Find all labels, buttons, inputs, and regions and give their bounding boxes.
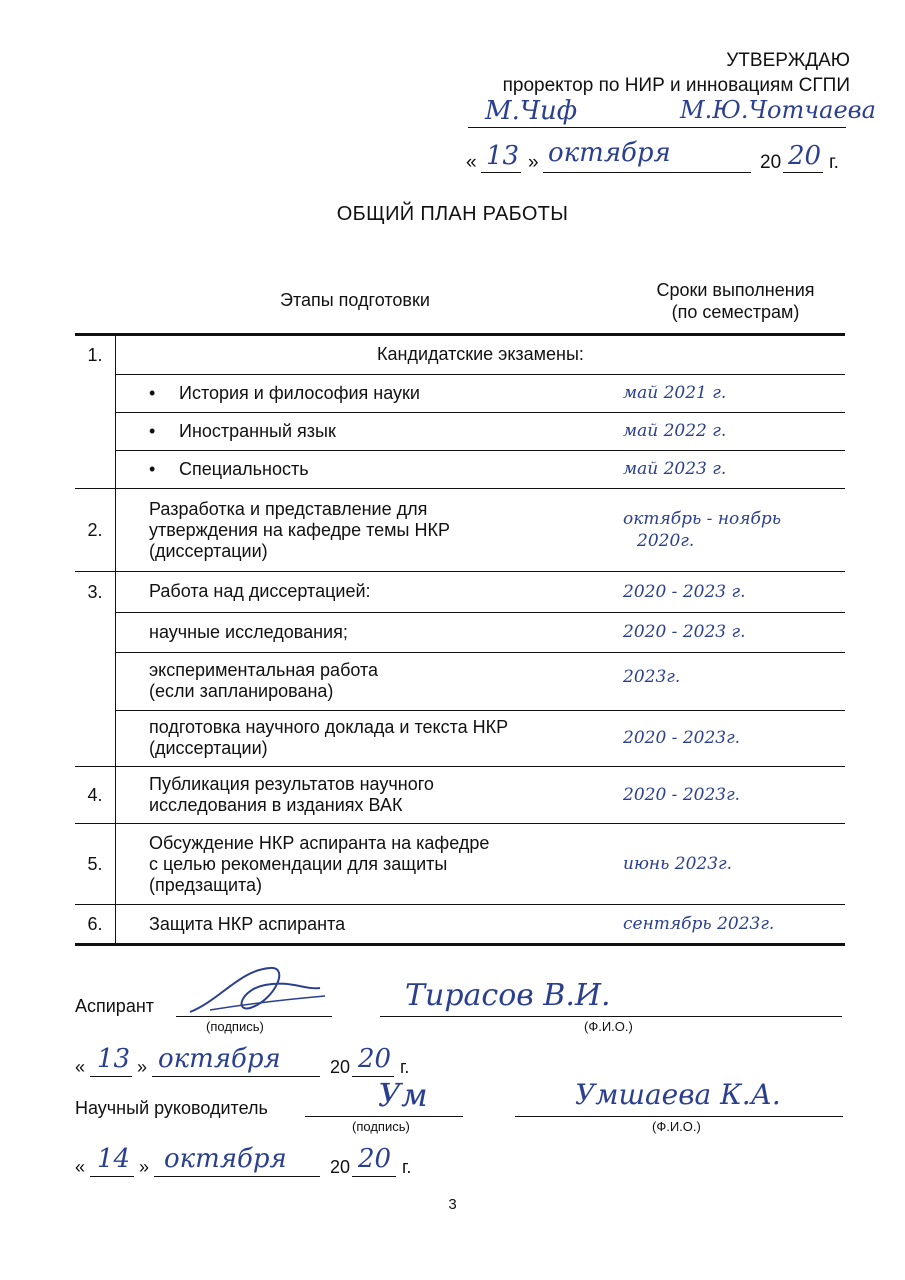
aspirant-date-month: октября: [158, 1044, 281, 1074]
row-number: [75, 412, 116, 450]
row-stage: [116, 652, 612, 710]
aspirant-year-unit: г.: [400, 1057, 410, 1077]
header-terms-line1: Сроки выполнения: [656, 280, 815, 300]
row-term: 2020 - 2023г.: [611, 767, 845, 824]
row-number: [75, 652, 116, 710]
supervisor-year-line: [352, 1176, 396, 1177]
header-stages: Этапы подготовки: [280, 290, 430, 310]
approval-name: М.Ю.Чотчаева: [680, 96, 876, 124]
aspirant-year-prefix: 20: [330, 1057, 351, 1077]
plan-table: [75, 333, 845, 946]
table-row: [75, 652, 845, 710]
row-stage-text: История и философия науки: [179, 382, 420, 403]
row-stage-line: с целью рекомендации для защиты: [149, 853, 448, 874]
row-term: [611, 489, 845, 572]
row-stage-line: Обсуждение НКР аспиранта на кафедре: [149, 832, 490, 853]
row-number: 6.: [75, 905, 116, 945]
row-stage-text: Иностранный язык: [179, 420, 336, 441]
approval-day-line: [481, 172, 521, 173]
row-number: 3.: [75, 572, 116, 613]
row-stage-line: (если запланирована): [149, 681, 334, 701]
row-stage: [116, 710, 612, 767]
row-term: 2023г.: [611, 652, 845, 710]
row-number: [75, 374, 116, 412]
approval-signature: М.Чиф: [485, 96, 578, 126]
supervisor-date-month: октября: [164, 1144, 287, 1174]
approval-date-open: «: [466, 152, 477, 173]
table-row: [75, 489, 845, 572]
supervisor-label: Научный руководитель: [75, 1098, 268, 1118]
row-term: май 2022 г.: [611, 412, 845, 450]
table-row: [75, 450, 845, 489]
supervisor-date-close: »: [139, 1157, 150, 1177]
aspirant-name: Тирасов В.И.: [405, 978, 611, 1013]
row-stage-line: (диссертации): [149, 540, 268, 561]
aspirant-signature-caption: (подпись): [206, 1019, 264, 1034]
table-row: [75, 767, 845, 824]
row-term: 2020 - 2023 г.: [611, 612, 845, 652]
row-term: 2020 - 2023 г.: [611, 572, 845, 613]
table-row: [75, 572, 845, 613]
approval-position: проректор по НИР и инновациям СГПИ: [502, 75, 850, 96]
row-term: сентябрь 2023г.: [611, 905, 845, 945]
row-term: май 2021 г.: [611, 374, 845, 412]
table-row: [75, 374, 845, 412]
supervisor-year-prefix: 20: [330, 1157, 351, 1177]
row-stage-line: (диссертации): [149, 738, 268, 759]
page-title: ОБЩИЙ ПЛАН РАБОТЫ: [336, 203, 569, 225]
row-term: 2020 - 2023г.: [611, 710, 845, 767]
aspirant-name-line: [380, 1016, 842, 1017]
supervisor-name-caption: (Ф.И.О.): [652, 1119, 701, 1134]
row-stage: Кандидатские экзамены:: [116, 335, 846, 375]
aspirant-year-suffix: 20: [358, 1044, 392, 1074]
row-number: 4.: [75, 767, 116, 824]
row-stage-line: утверждения на кафедре темы НКР: [149, 519, 450, 540]
row-stage-line: Публикация результатов научного: [149, 774, 434, 794]
row-stage-text: Специальность: [179, 458, 309, 479]
row-stage: [116, 824, 612, 905]
bullet: •: [149, 420, 156, 441]
row-stage: [116, 450, 612, 489]
table-row: [75, 824, 845, 905]
row-stage-line: экспериментальная работа: [149, 660, 379, 680]
supervisor-day-line: [90, 1176, 134, 1177]
supervisor-year-suffix: 20: [358, 1144, 392, 1174]
row-number: 2.: [75, 489, 116, 572]
table-row: [75, 335, 845, 375]
row-stage: [116, 412, 612, 450]
bullet: •: [149, 382, 156, 403]
aspirant-name-caption: (Ф.И.О.): [584, 1019, 633, 1034]
aspirant-signature-scribble: [180, 960, 330, 1020]
row-number: 1.: [75, 335, 116, 375]
row-stage: научные исследования;: [116, 612, 612, 652]
approval-year-line: [783, 172, 823, 173]
supervisor-name-line: [515, 1116, 843, 1117]
table-row: [75, 612, 845, 652]
row-stage: [116, 489, 612, 572]
header-terms-line2: (по семестрам): [671, 302, 800, 322]
aspirant-date-day: 13: [97, 1044, 131, 1074]
row-stage: [116, 374, 612, 412]
row-number: [75, 612, 116, 652]
approval-year-unit: г.: [829, 152, 839, 173]
row-number: 5.: [75, 824, 116, 905]
row-number: [75, 710, 116, 767]
bullet: •: [149, 458, 156, 479]
row-term-line: октябрь - ноябрь: [623, 509, 782, 529]
approval-year-prefix: 20: [760, 152, 782, 173]
row-stage-line: (предзащита): [149, 874, 263, 895]
row-stage: Защита НКР аспиранта: [116, 905, 612, 945]
supervisor-date-open: «: [75, 1157, 86, 1177]
supervisor-month-line: [154, 1176, 320, 1177]
approval-date-month: октября: [548, 138, 671, 168]
row-stage-line: исследования в изданиях ВАК: [149, 795, 403, 815]
row-term: май 2023 г.: [611, 450, 845, 489]
aspirant-month-line: [152, 1076, 320, 1077]
aspirant-day-line: [90, 1076, 132, 1077]
row-stage-line: Разработка и представление для: [149, 498, 428, 519]
approval-month-line: [543, 172, 751, 173]
approval-title: УТВЕРЖДАЮ: [726, 50, 850, 71]
approval-signature-line: [468, 127, 846, 128]
supervisor-signature-line: [305, 1116, 463, 1117]
aspirant-label: Аспирант: [75, 996, 155, 1016]
row-number: [75, 450, 116, 489]
aspirant-date-open: «: [75, 1057, 86, 1077]
table-row: [75, 905, 845, 945]
row-stage: Работа над диссертацией:: [116, 572, 612, 613]
header-terms: [628, 279, 843, 323]
row-term-line: 2020г.: [637, 531, 695, 551]
supervisor-name: Умшаева К.А.: [575, 1078, 781, 1111]
approval-date-close: »: [528, 152, 539, 173]
approval-year-suffix: 20: [788, 141, 822, 171]
supervisor-year-unit: г.: [402, 1157, 412, 1177]
supervisor-signature: Ум: [378, 1076, 428, 1114]
row-term: июнь 2023г.: [611, 824, 845, 905]
aspirant-date-close: »: [137, 1057, 148, 1077]
approval-date-day: 13: [486, 141, 520, 171]
supervisor-signature-caption: (подпись): [352, 1119, 410, 1134]
approval-block: [503, 48, 850, 98]
table-row: [75, 412, 845, 450]
page-number: 3: [448, 1196, 457, 1213]
table-row: [75, 710, 845, 767]
row-stage: [116, 767, 612, 824]
row-stage-line: подготовка научного доклада и текста НКР: [149, 717, 509, 738]
supervisor-date-day: 14: [97, 1144, 131, 1174]
